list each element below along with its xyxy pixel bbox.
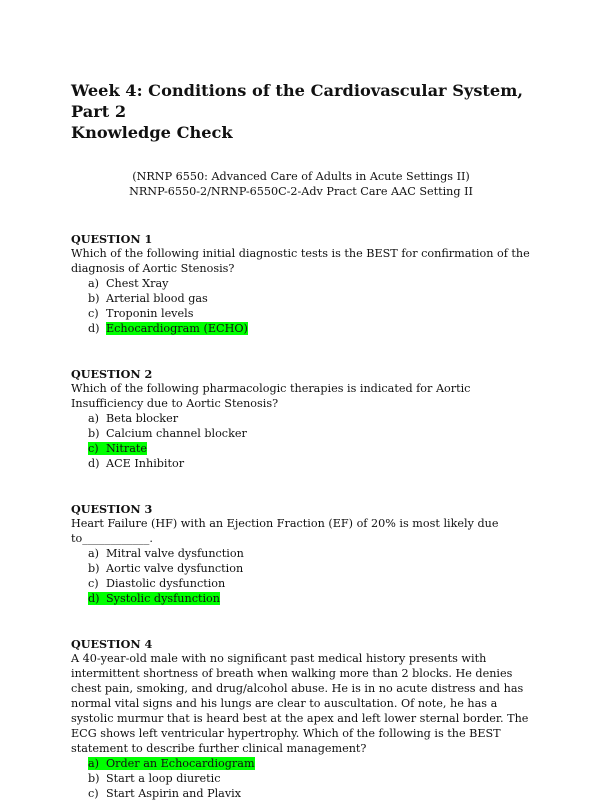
highlighted-answer [88,757,255,770]
option-d [88,456,531,471]
question-1 [71,232,531,336]
course-info [71,169,531,199]
option-text: Diastolic dysfunction [106,577,226,590]
highlighted-answer: Echocardiogram (ECHO) [106,322,248,335]
option-label: a) [88,412,100,425]
option-text: Beta blocker [106,412,179,425]
option-d-highlighted [88,321,531,336]
option-a [88,276,531,291]
option-text: Nitrate [106,442,147,455]
option-label: b) [88,292,100,305]
option-c [88,576,531,591]
course-line-2: NRNP-6550-2/NRNP-6550C-2-Adv Pract Care AAC Setting II [129,185,473,198]
option-a-highlighted [88,756,531,771]
option-d-highlighted [88,591,531,606]
answer-options [71,756,531,801]
option-c [88,786,531,801]
option-c [88,306,531,321]
option-label: b) [88,772,100,785]
option-label: a) [88,547,100,560]
document-page [71,80,531,801]
option-b [88,771,531,786]
question-3 [71,502,531,606]
option-text: Troponin levels [106,307,194,320]
highlighted-answer [88,442,147,455]
answer-options [71,411,531,471]
option-b [88,291,531,306]
option-text: Start a loop diuretic [106,772,221,785]
option-b [88,561,531,576]
option-text: Arterial blood gas [106,292,208,305]
highlighted-answer [88,592,220,605]
question-2 [71,367,531,471]
title-line-2: Knowledge Check [71,123,233,142]
option-label: a) [88,757,100,770]
option-label: d) [88,322,100,335]
option-text: Start Aspirin and Plavix [106,787,242,800]
option-label: c) [88,787,99,800]
question-text: Which of the following initial diagnostic tests is the BEST for confirmation of the diagnosis of Aortic Stenosis? [71,247,530,275]
title-line-1: Week 4: Conditions of the Cardiovascular System, Part 2 [71,81,523,121]
question-text: Which of the following pharmacologic therapies is indicated for Aortic Insufficiency due to Aortic Stenosis? [71,382,471,410]
option-label: d) [88,592,100,605]
question-heading: QUESTION 4 [71,637,153,651]
option-label: c) [88,442,99,455]
answer-options [71,276,531,336]
option-label: b) [88,427,100,440]
option-text: Systolic dysfunction [106,592,220,605]
question-heading: QUESTION 2 [71,367,153,381]
option-text: Mitral valve dysfunction [106,547,244,560]
option-a [88,546,531,561]
option-text: Calcium channel blocker [106,427,247,440]
course-line-1: (NRNP 6550: Advanced Care of Adults in Acute Settings II) [132,170,470,183]
option-c-highlighted [88,441,531,456]
option-label: b) [88,562,100,575]
question-heading: QUESTION 3 [71,502,153,516]
option-text: ACE Inhibitor [106,457,185,470]
answer-options [71,546,531,606]
option-text: Chest Xray [106,277,169,290]
option-text: Order an Echocardiogram [106,757,255,770]
question-4 [71,637,531,801]
option-b [88,426,531,441]
question-text: Heart Failure (HF) with an Ejection Fraction (EF) of 20% is most likely due to____________. [71,517,499,545]
option-label: c) [88,577,99,590]
option-label: c) [88,307,99,320]
option-a [88,411,531,426]
option-label: d) [88,457,100,470]
question-text: A 40-year-old male with no significant past medical history presents with intermittent shortness of breath when walking more than 2 blocks. He denies chest pain, smoking, and drug/alcohol abuse. He is in no acute distress and has normal vital signs and his lungs are clear to auscultation. Of note, he has a systolic murmur that is heard best at the apex and left lower sternal border. The ECG shows left ventricular hypertrophy. Which of the following is the BEST statement to describe further clinical management? [71,652,529,755]
page-title [71,80,531,143]
option-label: a) [88,277,100,290]
question-heading: QUESTION 1 [71,232,153,246]
option-text: Aortic valve dysfunction [106,562,244,575]
